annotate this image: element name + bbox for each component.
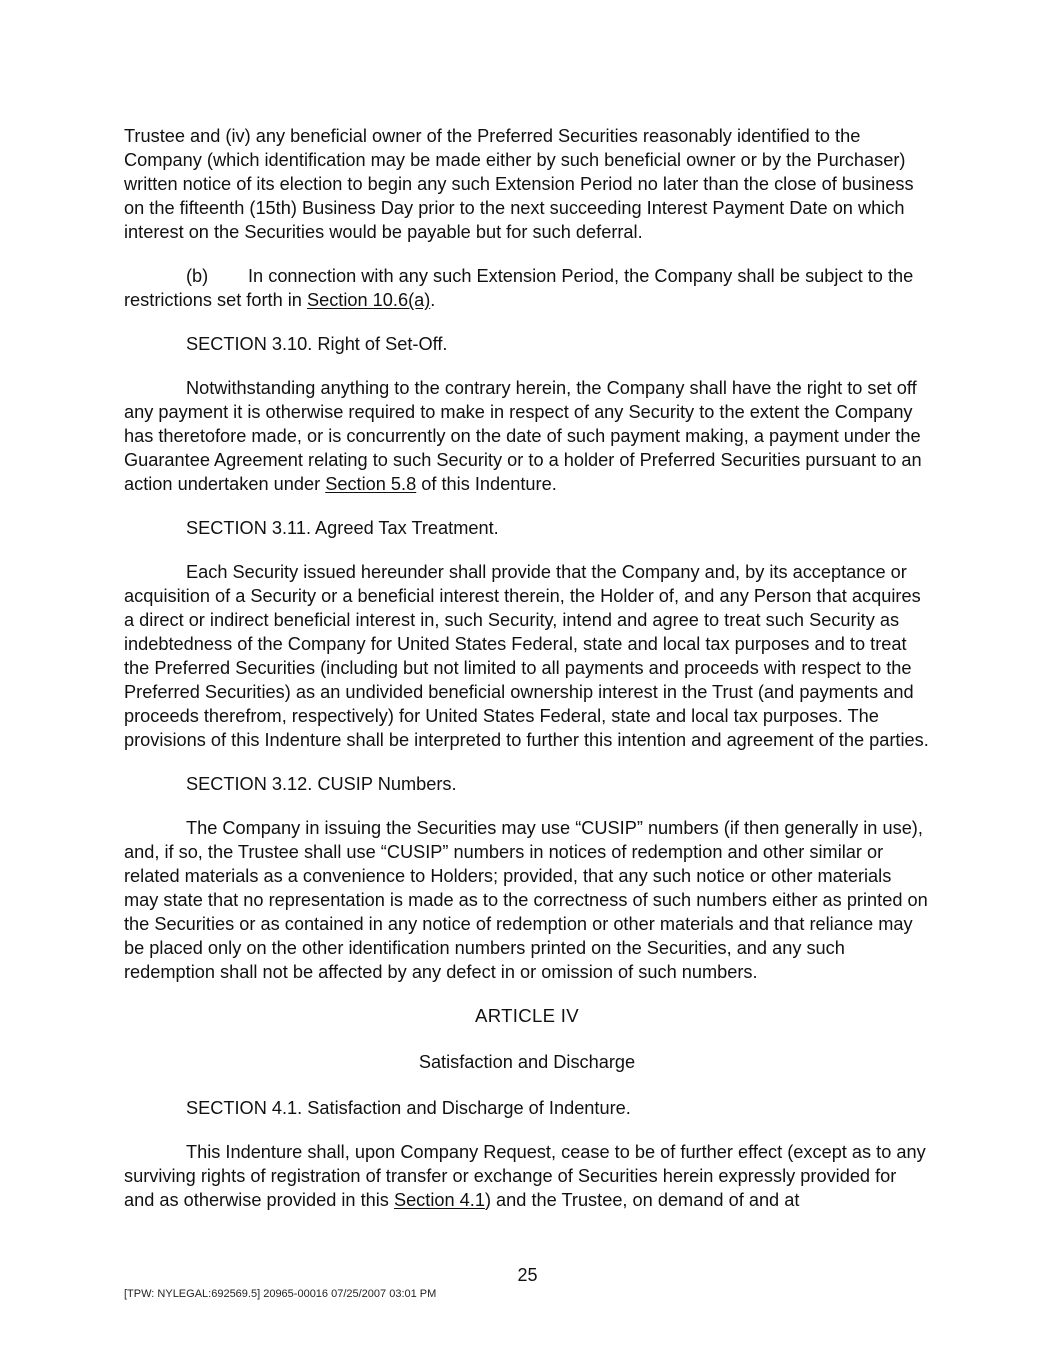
section-4-1-body: This Indenture shall, upon Company Request, cease to be of further effect (except as to any surviving rights of registration of transfer or exchange of Securities herein expressly provided for and as otherwise provided in this: [124, 1142, 926, 1210]
article-subtitle: Satisfaction and Discharge: [418, 1052, 636, 1072]
section-10-6a-reference: Section 10.6(a): [306, 290, 431, 310]
section-3-10-body: Notwithstanding anything to the contrary herein, the Company shall have the right to set off any payment it is otherwise required to make in respect of any Security to the extent the Company has theretofore made, or is concurrently on the date of such payment making, a payment under the Guarantee Agreement relating to such Security or to a holder of Preferred Securities pursuant to an action undertaken under: [124, 378, 922, 494]
paragraph-b-text: In connection with any such Extension Period, the Company shall be subject to the restrictions set forth in: [124, 266, 914, 310]
section-4-1-text: [124, 1140, 930, 1212]
paragraph-b-end: .: [430, 290, 436, 310]
section-3-10-text: [124, 376, 930, 496]
section-3-12-heading: SECTION 3.12. CUSIP Numbers.: [186, 774, 457, 794]
page-number: 25: [517, 1265, 538, 1285]
paragraph-continuation: Trustee and (iv) any beneficial owner of the Preferred Securities reasonably identified to the Company (which identification may be made either by such beneficial owner or by the Purchaser) written notice of its election to begin any such Extension Period no later than the close of business on the fifteenth (15th) Business Day prior to the next succeeding Interest Payment Date on which interest on the Securities would be payable but for such deferral.: [124, 126, 914, 242]
document-footer: [TPW: NYLEGAL:692569.5] 20965-00016 07/25/2007 03:01 PM: [124, 1288, 437, 1300]
subsection-label: (b): [186, 266, 209, 286]
section-4-1-heading: SECTION 4.1. Satisfaction and Discharge of Indenture.: [186, 1098, 631, 1118]
section-4-1-end: ) and the Trustee, on demand of and at: [484, 1190, 800, 1210]
section-5-8-reference: Section 5.8: [325, 474, 417, 494]
paragraph-b: [124, 264, 930, 312]
section-3-10-end: of this Indenture.: [416, 474, 557, 494]
section-3-10-heading: SECTION 3.10. Right of Set-Off.: [186, 334, 448, 354]
section-3-12-text: The Company in issuing the Securities may use “CUSIP” numbers (if then generally in use), and, if so, the Trustee shall use “CUSIP” numbers in notices of redemption and other similar or related materials as a convenience to Holders; provided, that any such notice or other materials may state that no representation is made as to the correctness of such numbers either as printed on the Securities or as contained in any notice of redemption or other materials and that reliance may be placed only on the other identification numbers printed on the Securities, and any such redemption shall not be affected by any defect in or omission of such numbers.: [124, 818, 928, 982]
section-3-11-heading: SECTION 3.11. Agreed Tax Treatment.: [186, 518, 499, 538]
document-body: [124, 124, 930, 1232]
article-title: ARTICLE IV: [475, 1005, 579, 1026]
section-3-11-text: Each Security issued hereunder shall provide that the Company and, by its acceptance or acquisition of a Security or a beneficial interest therein, the Holder of, and any Person that acquires a direct or indirect beneficial interest in, such Security, intend and agree to treat such Security as indebtedness of the Company for United States Federal, state and local tax purposes and to treat the Preferred Securities (including but not limited to all payments and proceeds with respect to the Preferred Securities) as an undivided beneficial ownership interest in the Trust (and payments and proceeds therefrom, respectively) for United States Federal, state and local tax purposes. The provisions of this Indenture shall be interpreted to further this intention and agreement of the parties.: [124, 562, 929, 750]
section-4-1-reference: Section 4.1: [393, 1190, 485, 1210]
